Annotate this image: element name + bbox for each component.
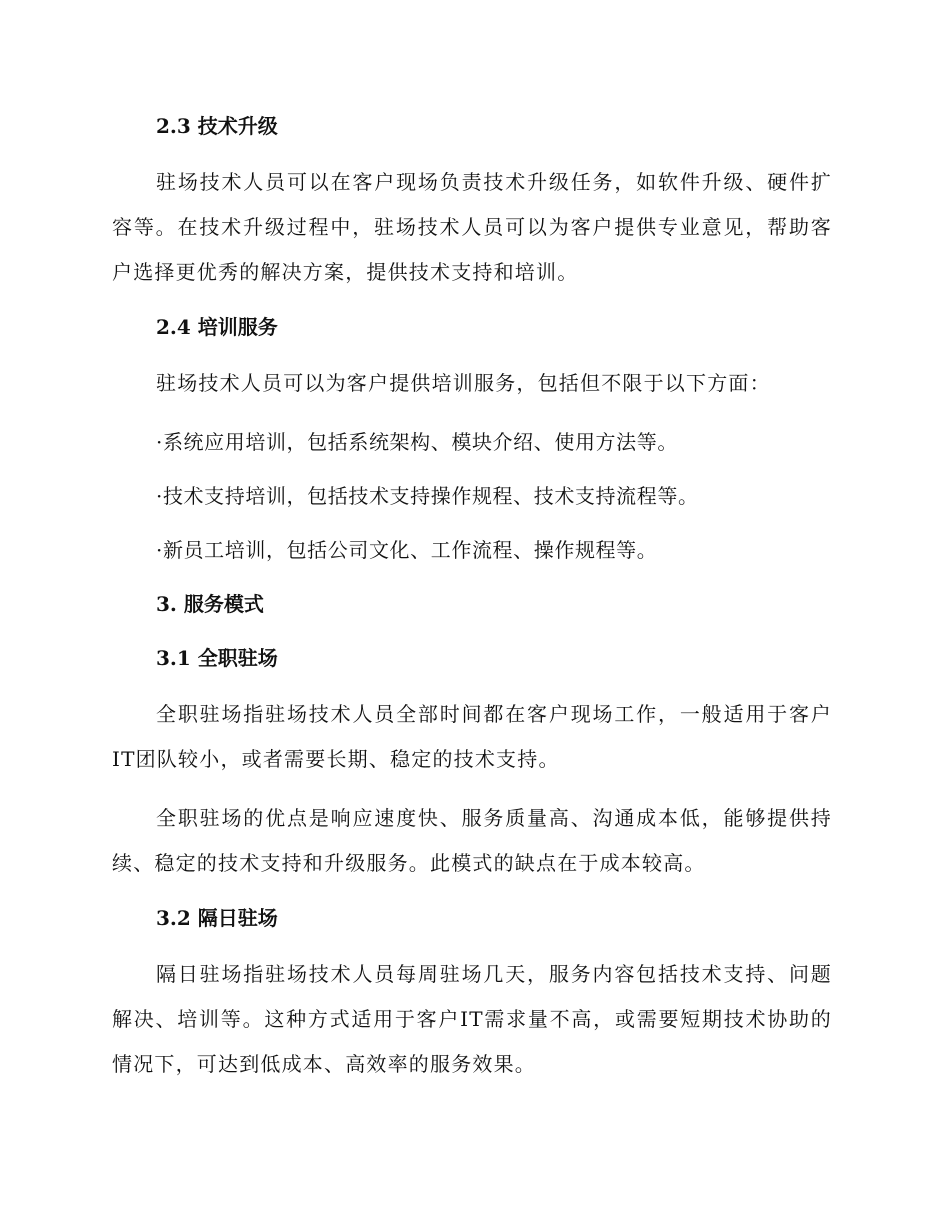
document-body bbox=[112, 108, 832, 1087]
section-heading-2-4: 2.4 培训服务 bbox=[156, 315, 278, 339]
bullet-item: ·技术支持培训，包括技术支持操作规程、技术支持流程等。 bbox=[156, 484, 699, 508]
paragraph-training-intro: 驻场技术人员可以为客户提供培训服务，包括但不限于以下方面： bbox=[156, 371, 771, 395]
section-heading-3: 3. 服务模式 bbox=[156, 592, 264, 616]
paragraph-alternate-day: 隔日驻场指驻场技术人员每周驻场几天，服务内容包括技术支持、问题解决、培训等。这种方式适用于客户IT需求量不高，或需要短期技术协助的情况下，可达到低成本、高效率的服务效果。 bbox=[112, 962, 832, 1076]
paragraph-fulltime-definition: 全职驻场指驻场技术人员全部时间都在客户现场工作，一般适用于客户IT团队较小，或者需要长期、稳定的技术支持。 bbox=[112, 702, 832, 771]
bullet-item: ·新员工培训，包括公司文化、工作流程、操作规程等。 bbox=[156, 538, 658, 562]
section-heading-3-2: 3.2 隔日驻场 bbox=[156, 906, 278, 930]
paragraph-tech-upgrade: 驻场技术人员可以在客户现场负责技术升级任务，如软件升级、硬件扩容等。在技术升级过程中，驻场技术人员可以为客户提供专业意见，帮助客户选择更优秀的解决方案，提供技术支持和培训。 bbox=[112, 170, 832, 284]
paragraph-fulltime-pros-cons: 全职驻场的优点是响应速度快、服务质量高、沟通成本低，能够提供持续、稳定的技术支持和升级服务。此模式的缺点在于成本较高。 bbox=[112, 806, 832, 875]
section-heading-2-3: 2.3 技术升级 bbox=[156, 114, 278, 138]
bullet-item: ·系统应用培训，包括系统架构、模块介绍、使用方法等。 bbox=[156, 430, 678, 454]
section-heading-3-1: 3.1 全职驻场 bbox=[156, 646, 278, 670]
